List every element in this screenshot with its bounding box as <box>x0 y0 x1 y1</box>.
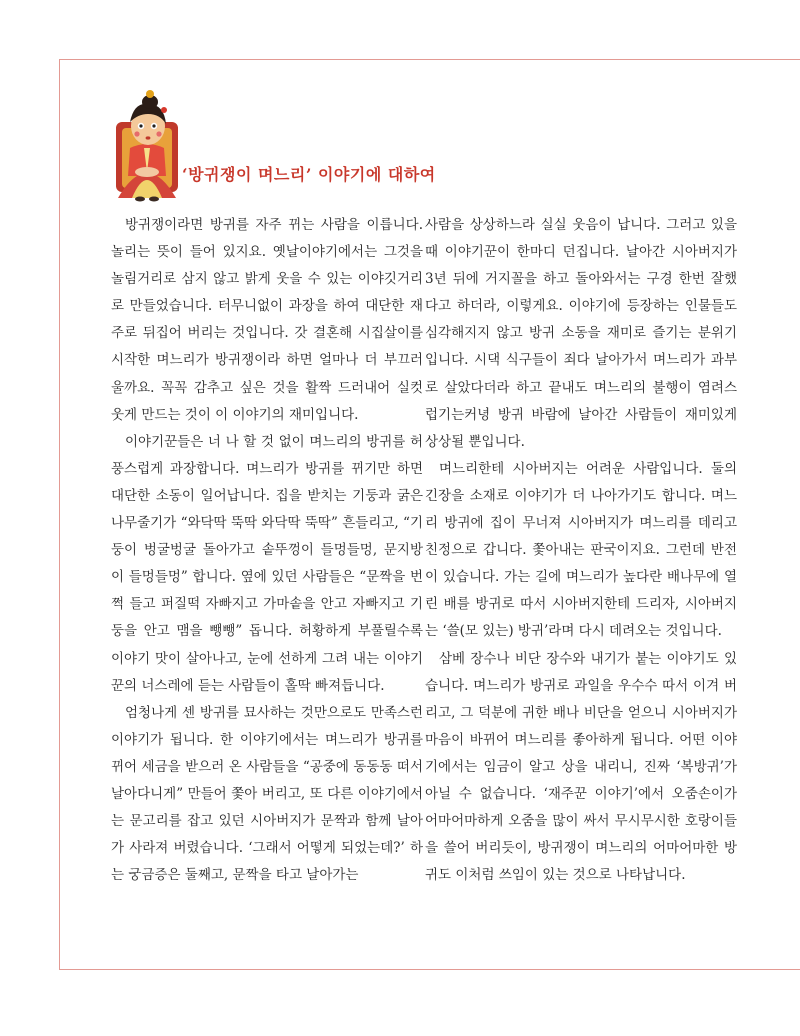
paragraph: 엄청나게 센 방귀를 묘사하는 것만으로도 만족스런 이야기가 됩니다. 한 이야기에서는 며느리가 방귀를 뀌어 세금을 받으러 온 사람들을 “공중에 동동동 떠서 날아다니게” 만들어 쫓아 버리고, 또 다른 이야기에서는 문고리를 잡고 있던 시아버지가 문짝과 함께 날아가 사라져 버렸습니다. ‘그래서 어떻게 되었는데?’ 하는 궁금증은 둘째고, 문짝을 타고 날아가는 <box>111 704 423 884</box>
paragraph: 삼베 장수나 비단 장수와 내기가 붙는 이야기도 있습니다. 며느리가 방귀로 과일을 우수수 따서 이겨 버리고, 그 덕분에 귀한 배나 비단을 얻으니 시아버지가 마음이 바뀌어 며느리를 좋아하게 됩니다. 어떤 이야기에서는 임금이 알고 상을 내리니, 진짜 ‘복방귀’가 아닐 수 없습니다. ‘재주꾼 이야기’에서 오줌손이가 어마어마하게 오줌을 많이 싸서 무시무시한 호랑이들을 쓸어 버리듯이, 방귀쟁이 며느리의 어마어마한 방귀도 이처럼 쓰임이 있는 것으로 나타납니다. <box>425 650 737 884</box>
paragraph: 방귀쟁이라면 방귀를 자주 뀌는 사람을 이릅니다. 놀리는 뜻이 들어 있지요. 옛날이야기에서는 그것을 놀림거리로 삼지 않고 밝게 웃을 수 있는 이야깃거리로 만들었습니다. 터무니없이 과장을 하여 대단한 재주로 뒤집어 버리는 것입니다. 갓 결혼해 시집살이를 시작한 며느리가 방귀쟁이라 하면 얼마나 더 부끄러울까요. 꼭꼭 감추고 싶은 것을 활짝 드러내어 실컷 웃게 만드는 것이 이 이야기의 재미입니다. <box>111 217 423 423</box>
paragraph: 며느리한테 시아버지는 어려운 사람입니다. 둘의 긴장을 소재로 이야기가 더 나아가기도 합니다. 며느리 방귀에 집이 무너져 시아버지가 며느리를 데리고 친정으로 갑니다. 쫓아내는 판국이지요. 그런데 반전이 있습니다. 가는 길에 며느리가 높다란 배나무에 열린 배를 방귀로 따서 시아버지한테 드리자, 시아버지는 ‘쓸(모 있는) 방귀’라며 다시 데려오는 것입니다. <box>425 460 737 640</box>
article-heading: ‘방귀쟁이 며느리’ 이야기에 대하여 <box>182 165 436 184</box>
paragraph: 사람을 상상하느라 실실 웃음이 납니다. 그러고 있을 때 이야기꾼이 한마디 던집니다. 날아간 시아버지가 3년 뒤에 거지꼴을 하고 돌아와서는 구경 한번 잘했다고 하더라, 이렇게요. 이야기에 등장하는 인물들도 심각해지지 않고 방귀 소동을 재미로 즐기는 분위기입니다. 시댁 식구들이 죄다 날아가서 며느리가 과부로 살았다더라 하고 끝내도 며느리의 불행이 염려스럽기는커녕 방귀 바람에 날아간 사람들이 재미있게 상상될 뿐입니다. <box>425 217 737 450</box>
queen-figure-icon <box>108 88 186 206</box>
right-column <box>425 212 737 889</box>
paragraph: 이야기꾼들은 너 나 할 것 없이 며느리의 방귀를 허풍스럽게 과장합니다. 며느리가 방귀를 뀌기만 하면 대단한 소동이 일어납니다. 집을 받치는 기둥과 굵은 나무줄기가 “와닥딱 뚝딱 와닥딱 뚝딱” 흔들리고, “기둥이 벙굴벙굴 돌아가고 솥뚜껑이 들멍들멍, 문지방이 들멍들멍” 합니다. 옆에 있던 사람들은 “문짝을 번쩍 들고 퍼질떡 자빠지고 가마솥을 안고 자빠지고 기둥을 안고 맴을 뺑뺑” 돕니다. 허황하게 부풀릴수록 이야기 맛이 살아나고, 눈에 선하게 그려 내는 이야기꾼의 너스레에 듣는 사람들이 홀딱 빠져듭니다. <box>111 433 423 694</box>
left-column <box>111 212 423 889</box>
